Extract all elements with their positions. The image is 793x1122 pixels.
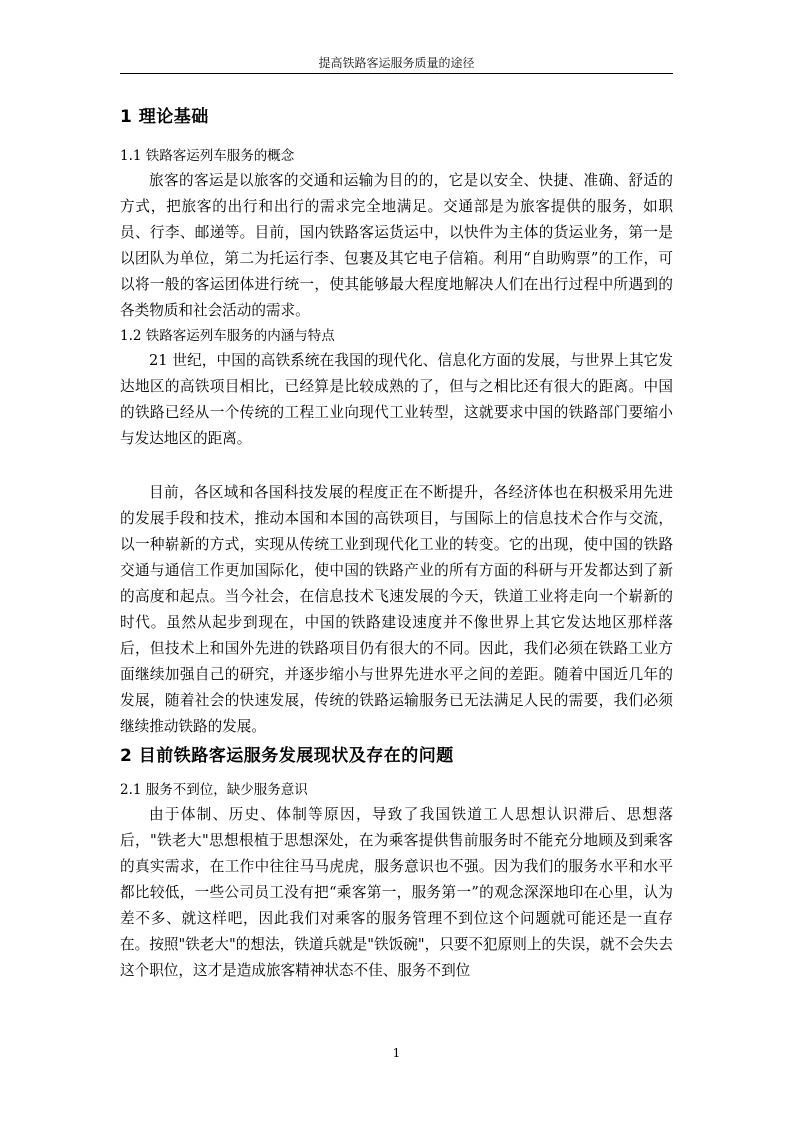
subsection-1-1-heading: 1.1 铁路客运列车服务的概念: [120, 148, 295, 164]
document-body: [120, 100, 673, 984]
section-1-heading: 1 理论基础: [120, 107, 209, 127]
paragraph-1-2-b: 目前，各区域和各国科技发展的程度正在不断提升，各经济体也在积极采用先进的发展手段和技术，推动本国和本国的高铁项目，与国际上的信息技术合作与交流，以一种崭新的方式，实现从传统工业到现代化工业的转变。它的出现，使中国的铁路交通与通信工作更加国际化，使中国的铁路产业的所有方面的科研与开发都达到了新的高度和起点。当今社会，在信息技术飞速发展的今天，铁道工业将走向一个崭新的时代。虽然从起步到现在，中国的铁路建设速度并不像世界上其它发达地区那样落后，但技术上和国外先进的铁路项目仍有很大的不同。因此，我们必须在铁路工业方面继续加强自己的研究，并逐步缩小与世界先进水平之间的差距。随着中国近几年的发展，随着社会的快速发展，传统的铁路运输服务已无法满足人民的需要，我们必须继续推动铁路的发展。: [120, 484, 673, 735]
subsection-2-1-heading: 2.1 服务不到位，缺少服务意识: [120, 782, 308, 798]
paragraph-1-2-a: 21 世纪，中国的高铁系统在我国的现代化、信息化方面的发展，与世界上其它发达地区的高铁项目相比，已经算是比较成熟的了，但与之相比还有很大的距离。中国的铁路已经从一个传统的工程工业向现代工业转型，这就要求中国的铁路部门要缩小与发达地区的距离。: [120, 352, 673, 447]
subsection-1-2-heading: 1.2 铁路客运列车服务的内涵与特点: [120, 328, 335, 344]
section-2-heading: 2 目前铁路客运服务发展现状及存在的问题: [120, 746, 454, 766]
running-header: 提高铁路客运服务质量的途径: [318, 56, 475, 70]
page-number: 1: [392, 1046, 401, 1060]
header-rule: [120, 73, 673, 74]
paragraph-2-1: 由于体制、历史、体制等原因，导致了我国铁道工人思想认识滞后、思想落后，"铁老大"思想根植于思想深处，在为乘客提供售前服务时不能充分地顾及到乘客的真实需求，在工作中往往马马虎虎，服务意识也不强。因为我们的服务水平和水平都比较低，一些公司员工没有把“乘客第一，服务第一”的观念深深地印在心里，认为差不多、就这样吧，因此我们对乘客的服务管理不到位这个问题就可能还是一直存在。按照"铁老大"的想法，铁道兵就是"铁饭碗"，只要不犯原则上的失误，就不会失去这个职位，这才是造成旅客精神状态不佳、服务不到位: [120, 806, 673, 979]
paragraph-1-1: 旅客的客运是以旅客的交通和运输为目的的，它是以安全、快捷、准确、舒适的方式，把旅客的出行和出行的需求完全地满足。交通部是为旅客提供的服务，如职员、行李、邮递等。目前，国内铁路客运货运中，以快件为主体的货运业务，第一是以团队为单位，第二为托运行李、包裹及其它电子信箱。利用“自助购票”的工作，可以将一般的客运团体进行统一，使其能够最大程度地解决人们在出行过程中所遇到的各类物质和社会活动的需求。: [120, 172, 673, 319]
paragraph-gap: [120, 452, 673, 480]
